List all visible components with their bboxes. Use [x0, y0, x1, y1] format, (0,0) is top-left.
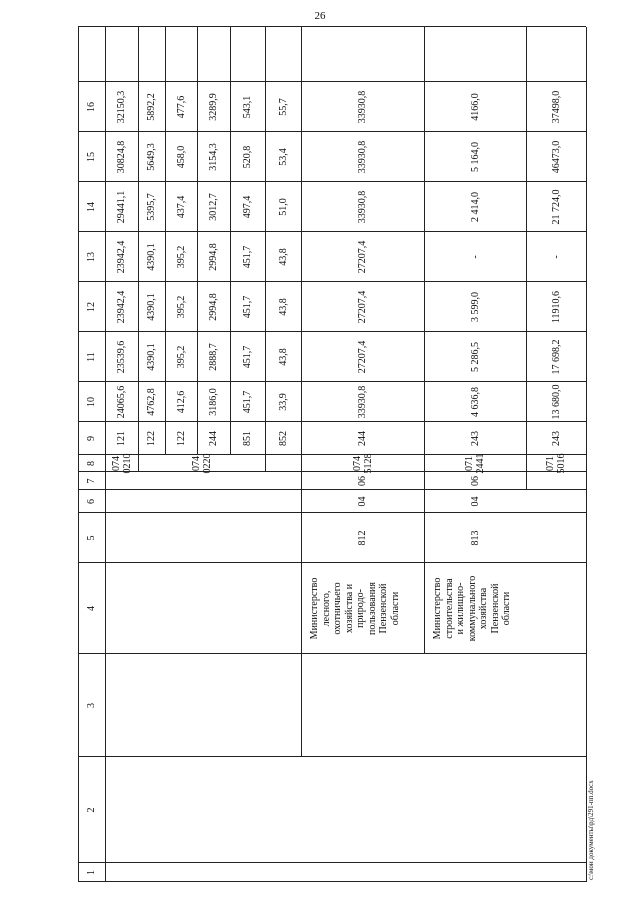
column-number: 12: [86, 302, 97, 312]
value-cell: 5892,2: [146, 93, 157, 121]
value-cell: 395,2: [175, 245, 187, 269]
column-number: 6: [86, 499, 97, 504]
subsection-code-cell: 06: [357, 476, 368, 486]
target-code-cell: [138, 455, 265, 472]
column-number: 2: [86, 807, 97, 813]
kvr-code-cell: 244: [208, 431, 219, 446]
grid-line-vertical: [78, 26, 586, 27]
value-cell: 27207,4: [357, 340, 368, 374]
code-part: 5128: [362, 453, 374, 474]
value-cell: 395,2: [175, 295, 187, 319]
column-number: 10: [86, 397, 97, 407]
value-cell: 497,4: [242, 195, 253, 219]
code-part: 071: [545, 456, 556, 471]
ministry-name-line: лесного,: [320, 590, 332, 627]
value-cell: 451,7: [242, 245, 253, 269]
kvr-code-cell: 243: [550, 431, 562, 446]
value-cell: 24065,6: [116, 385, 127, 419]
value-cell: 33930,8: [357, 190, 368, 224]
value-cell: 27207,4: [357, 290, 368, 324]
value-cell: 395,2: [175, 345, 187, 369]
code-part: 074: [110, 456, 122, 471]
value-cell: 3012,7: [208, 193, 219, 221]
value-cell: 2 414,0: [469, 192, 481, 222]
value-cell: 23539,6: [116, 340, 127, 374]
value-cell: 5 286,5: [469, 342, 481, 372]
ministry-forest-name: [309, 569, 401, 648]
code-part: 5016: [556, 453, 567, 474]
code-part: 074: [190, 456, 202, 471]
value-cell: 33930,8: [357, 90, 368, 124]
value-cell: 17 698,2: [550, 339, 562, 375]
ministry-name-line: Министерство: [309, 577, 320, 640]
value-cell: 37498,0: [550, 90, 562, 124]
ministry-name-line: Министерство: [432, 577, 443, 640]
value-cell: 3 599,0: [469, 292, 481, 322]
value-cell: 451,7: [242, 345, 253, 369]
value-cell: 43,8: [277, 248, 289, 266]
ministry-name-line: Пензенской: [489, 583, 501, 634]
value-cell: 29441,1: [116, 190, 127, 224]
value-cell: 33930,8: [357, 140, 368, 174]
value-cell: 458,0: [175, 145, 187, 169]
ministry-name-line: области: [501, 591, 512, 626]
ministry-name-line: пользования: [366, 582, 378, 635]
column-number: 5: [86, 535, 97, 541]
column-number: 9: [86, 436, 97, 441]
grid-line-vertical: [78, 862, 586, 863]
value-cell: 543,1: [242, 95, 253, 119]
kvr-code-cell: 122: [175, 431, 187, 446]
value-cell: 51,0: [277, 198, 289, 216]
code-part: 0210: [121, 453, 133, 474]
column-number: 3: [86, 703, 97, 708]
value-cell: 27207,4: [357, 240, 368, 274]
value-cell: 4390,1: [146, 343, 157, 371]
target-code-cell: [105, 455, 138, 472]
value-cell: 520,8: [242, 145, 253, 169]
target-code-cell: [424, 455, 526, 472]
kvr-code-cell: 852: [277, 431, 289, 446]
code-part: 2441: [475, 453, 486, 474]
value-cell: 3154,3: [208, 143, 219, 171]
value-cell: 30824,8: [116, 140, 127, 174]
value-cell: 13 680,0: [550, 384, 562, 420]
section-code-cell: 04: [357, 496, 368, 507]
value-cell: 23942,4: [116, 240, 127, 274]
ministry-name-line: строительства: [443, 578, 455, 639]
ministry-name-line: хозяйства: [478, 587, 489, 630]
value-cell: 451,7: [242, 295, 253, 319]
budget-table: [78, 27, 586, 882]
kvr-code-cell: 243: [469, 431, 481, 446]
column-number: 11: [86, 352, 97, 362]
value-cell: 23942,4: [116, 290, 127, 324]
value-cell: 5649,3: [146, 143, 157, 171]
value-cell: 2888,7: [208, 343, 219, 371]
value-cell: 4390,1: [146, 243, 157, 271]
ministry-name-line: хозяйства и: [343, 583, 355, 634]
ministry-name-line: коммунального: [466, 575, 478, 642]
value-cell: 3186,0: [208, 388, 219, 416]
value-cell: 477,6: [175, 95, 187, 119]
column-number: 7: [86, 478, 97, 484]
value-cell: 4 636,8: [469, 387, 481, 417]
ministry-construction-name: [432, 569, 513, 648]
value-cell: -: [550, 255, 562, 259]
value-cell: 412,6: [175, 390, 187, 414]
value-cell: 5 164,0: [469, 142, 481, 172]
grid-line-vertical: [78, 653, 586, 654]
value-cell: 55,7: [277, 98, 289, 116]
gryp-code-cell: 813: [469, 530, 481, 546]
subsection-code-cell: 06: [469, 476, 481, 486]
grid-line-vertical: [78, 756, 586, 757]
value-cell: 11910,6: [550, 290, 562, 324]
value-cell: 46473,0: [550, 140, 562, 174]
column-number: 13: [86, 252, 97, 262]
kvr-code-cell: 244: [357, 431, 368, 446]
value-cell: 33,9: [277, 393, 289, 411]
value-cell: 32150,3: [116, 90, 127, 124]
value-cell: 451,7: [242, 390, 253, 414]
value-cell: 43,8: [277, 298, 289, 316]
column-number: 16: [86, 102, 97, 112]
column-number: 15: [86, 152, 97, 162]
column-number: 8: [86, 461, 97, 466]
code-part: 074: [351, 456, 363, 471]
gryp-code-cell: 812: [357, 530, 368, 546]
value-cell: 43,8: [277, 348, 289, 366]
value-cell: 4390,1: [146, 293, 157, 321]
code-part: 071: [464, 456, 475, 471]
ministry-name-line: и жилищно-: [455, 582, 466, 635]
grid-line-vertical: [78, 881, 586, 882]
value-cell: 437,4: [175, 195, 187, 219]
code-part: 0220: [201, 453, 213, 474]
ministry-name-line: области: [389, 591, 401, 626]
value-cell: 53,4: [277, 148, 289, 166]
ministry-name-line: природо-: [355, 589, 366, 628]
value-cell: 4762,8: [146, 388, 157, 416]
value-cell: 2994,8: [208, 293, 219, 321]
value-cell: -: [469, 255, 481, 259]
grid-line-horizontal: [265, 455, 266, 472]
page-number: 26: [314, 10, 326, 22]
target-code-cell: [526, 455, 586, 472]
rotated-table-area: [78, 27, 586, 882]
target-code-cell: [301, 455, 424, 472]
kvr-code-cell: 851: [242, 431, 253, 446]
value-cell: 3289,9: [208, 93, 219, 121]
column-number: 1: [86, 870, 97, 875]
kvr-code-cell: 122: [146, 431, 157, 446]
footer-file-path: c:\мои документы\рд\291-пп.docx: [587, 780, 595, 880]
kvr-code-cell: 121: [116, 431, 127, 446]
ministry-name-line: Пензенской: [378, 583, 389, 634]
value-cell: 21 724,0: [550, 189, 562, 225]
value-cell: 4166,0: [469, 93, 481, 121]
value-cell: 5395,7: [146, 193, 157, 221]
ministry-name-line: охотничьего: [332, 582, 343, 635]
column-number: 14: [86, 202, 97, 212]
value-cell: 2994,8: [208, 243, 219, 271]
value-cell: 33930,8: [357, 385, 368, 419]
column-number: 4: [86, 606, 97, 611]
section-code-cell: 04: [469, 496, 481, 507]
